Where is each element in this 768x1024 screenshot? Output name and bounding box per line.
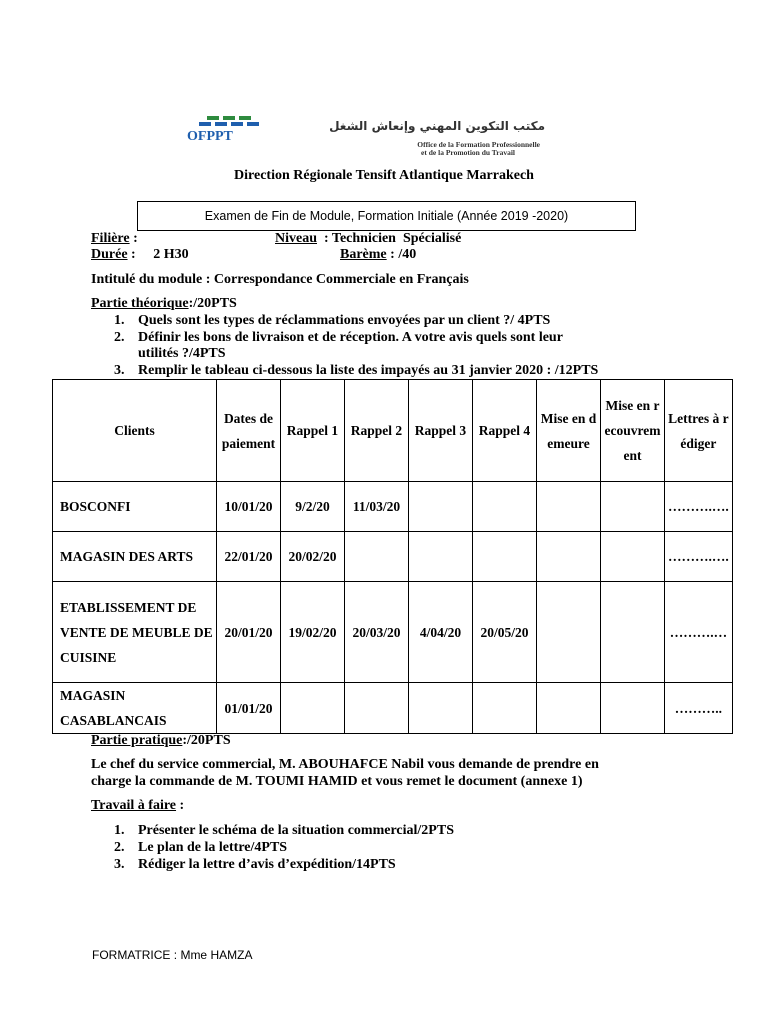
table-cell: 10/01/20 (217, 482, 281, 532)
theory-heading-line (91, 296, 237, 312)
table-cell (281, 683, 345, 734)
table-row (53, 532, 733, 582)
table-cell: 11/03/20 (345, 482, 409, 532)
question-text: Définir les bons de livraison et de réception. A votre avis quels sont leur (138, 330, 563, 345)
task-text: Rédiger la lettre d’avis d’expédition/14PTS (138, 857, 396, 872)
work-heading: Travail à faire (91, 798, 177, 813)
exam-title-box (137, 201, 636, 231)
question-number: 1. (114, 313, 125, 328)
client-name: MAGASIN DES ARTS (53, 532, 217, 582)
duree-label: Durée (91, 247, 128, 262)
table-cell: 19/02/20 (281, 582, 345, 683)
table-cell (473, 482, 537, 532)
footer-author: FORMATRICE : Mme HAMZA (92, 948, 253, 962)
task-1 (114, 823, 614, 841)
table-cell: 20/05/20 (473, 582, 537, 683)
logo-subtitle-1: Office de la Formation Professionnelle (417, 140, 540, 149)
table-cell: 20/02/20 (281, 532, 345, 582)
question-2 (114, 330, 714, 364)
table-cell (601, 582, 665, 683)
table-header-row (53, 380, 733, 482)
table-cell (409, 532, 473, 582)
question-1 (114, 313, 714, 331)
table-cell: ……….…. (665, 532, 733, 582)
header-dates: Dates de paiement (217, 380, 281, 482)
question-number: 3. (114, 363, 125, 378)
table-row (53, 683, 733, 734)
filiere-sep: : (129, 231, 138, 246)
task-number: 1. (114, 823, 125, 838)
practice-paragraph-line-2: charge la commande de M. TOUMI HAMID et vous remet le document (annexe 1) (91, 774, 583, 789)
header-rappel-3: Rappel 3 (409, 380, 473, 482)
table-cell: ……….… (665, 582, 733, 683)
client-name: BOSCONFI (53, 482, 217, 532)
header-rappel-1: Rappel 1 (281, 380, 345, 482)
unpaid-table (52, 379, 733, 734)
table-cell (473, 683, 537, 734)
logo-arabic-text: مكتب التكوين المهني وإنعاش الشغل (329, 119, 545, 133)
niveau-value: : Technicien Spécialisé (317, 231, 462, 246)
logo-subtitle-2: et de la Promotion du Travail (421, 148, 515, 157)
task-number: 2. (114, 840, 125, 855)
practice-heading: Partie pratique (91, 733, 183, 748)
module-title: Intitulé du module : Correspondance Commerciale en Français (91, 272, 469, 287)
exam-title: Examen de Fin de Module, Formation Initiale (Année 2019 -2020) (204, 209, 569, 223)
table-cell: ……….. (665, 683, 733, 734)
table-cell: 22/01/20 (217, 532, 281, 582)
question-text: Quels sont les types de réclammations envoyées par un client ?/ 4PTS (138, 313, 551, 328)
niveau-line (275, 231, 461, 247)
table-cell (601, 683, 665, 734)
bareme-value: : /40 (386, 247, 417, 262)
table-cell (537, 683, 601, 734)
table-cell: 20/03/20 (345, 582, 409, 683)
work-sep: : (176, 798, 185, 813)
header-mise-en-recouvrement: Mise en recouvrement (601, 380, 665, 482)
task-number: 3. (114, 857, 125, 872)
table-cell: 20/01/20 (217, 582, 281, 683)
table-cell (345, 532, 409, 582)
question-text-continued: utilités ?/4PTS (138, 346, 226, 361)
work-heading-line (91, 798, 184, 814)
table-cell (601, 482, 665, 532)
practice-paragraph-line-1: Le chef du service commercial, M. ABOUHAFCE Nabil vous demande de prendre en (91, 757, 599, 772)
header-lettres: Lettres à rédiger (665, 380, 733, 482)
client-name: ETABLISSEMENT DE VENTE DE MEUBLE DE CUISINE (53, 582, 217, 683)
task-text: Le plan de la lettre/4PTS (138, 840, 288, 855)
table-cell: 01/01/20 (217, 683, 281, 734)
table-cell (537, 532, 601, 582)
task-text: Présenter le schéma de la situation commercial/2PTS (138, 823, 454, 838)
table-cell (409, 482, 473, 532)
logo-graphic (185, 116, 565, 160)
bareme-line (340, 247, 416, 263)
table-cell: 9/2/20 (281, 482, 345, 532)
task-2 (114, 840, 614, 858)
table-cell: ……….…. (665, 482, 733, 532)
ofppt-logo (185, 116, 565, 160)
client-name: MAGASIN CASABLANCAIS (53, 683, 217, 734)
table-cell (601, 532, 665, 582)
table-row (53, 582, 733, 683)
theory-points: :/20PTS (188, 296, 237, 311)
duree-value: : 2 H30 (127, 247, 189, 262)
header-mise-en-demeure: Mise en demeure (537, 380, 601, 482)
logo-text: OFPPT (187, 129, 233, 144)
niveau-label: Niveau (275, 231, 317, 246)
duree-line (91, 247, 189, 263)
header-clients: Clients (53, 380, 217, 482)
table-cell (537, 582, 601, 683)
table-cell (473, 532, 537, 582)
practice-heading-line (91, 733, 231, 749)
direction-title: Direction Régionale Tensift Atlantique Marrakech (234, 168, 534, 183)
table-cell: 4/04/20 (409, 582, 473, 683)
header-rappel-2: Rappel 2 (345, 380, 409, 482)
theory-heading: Partie théorique (91, 296, 189, 311)
practice-points: :/20PTS (182, 733, 231, 748)
table-cell (409, 683, 473, 734)
question-number: 2. (114, 330, 125, 345)
question-text: Remplir le tableau ci-dessous la liste des impayés au 31 janvier 2020 : /12PTS (138, 363, 599, 378)
logo-squares (199, 116, 259, 126)
header-rappel-4: Rappel 4 (473, 380, 537, 482)
filiere-line (91, 231, 138, 247)
bareme-label: Barème (340, 247, 387, 262)
task-3 (114, 857, 614, 875)
table-cell (537, 482, 601, 532)
table-cell (345, 683, 409, 734)
table-row (53, 482, 733, 532)
filiere-label: Filière (91, 231, 130, 246)
